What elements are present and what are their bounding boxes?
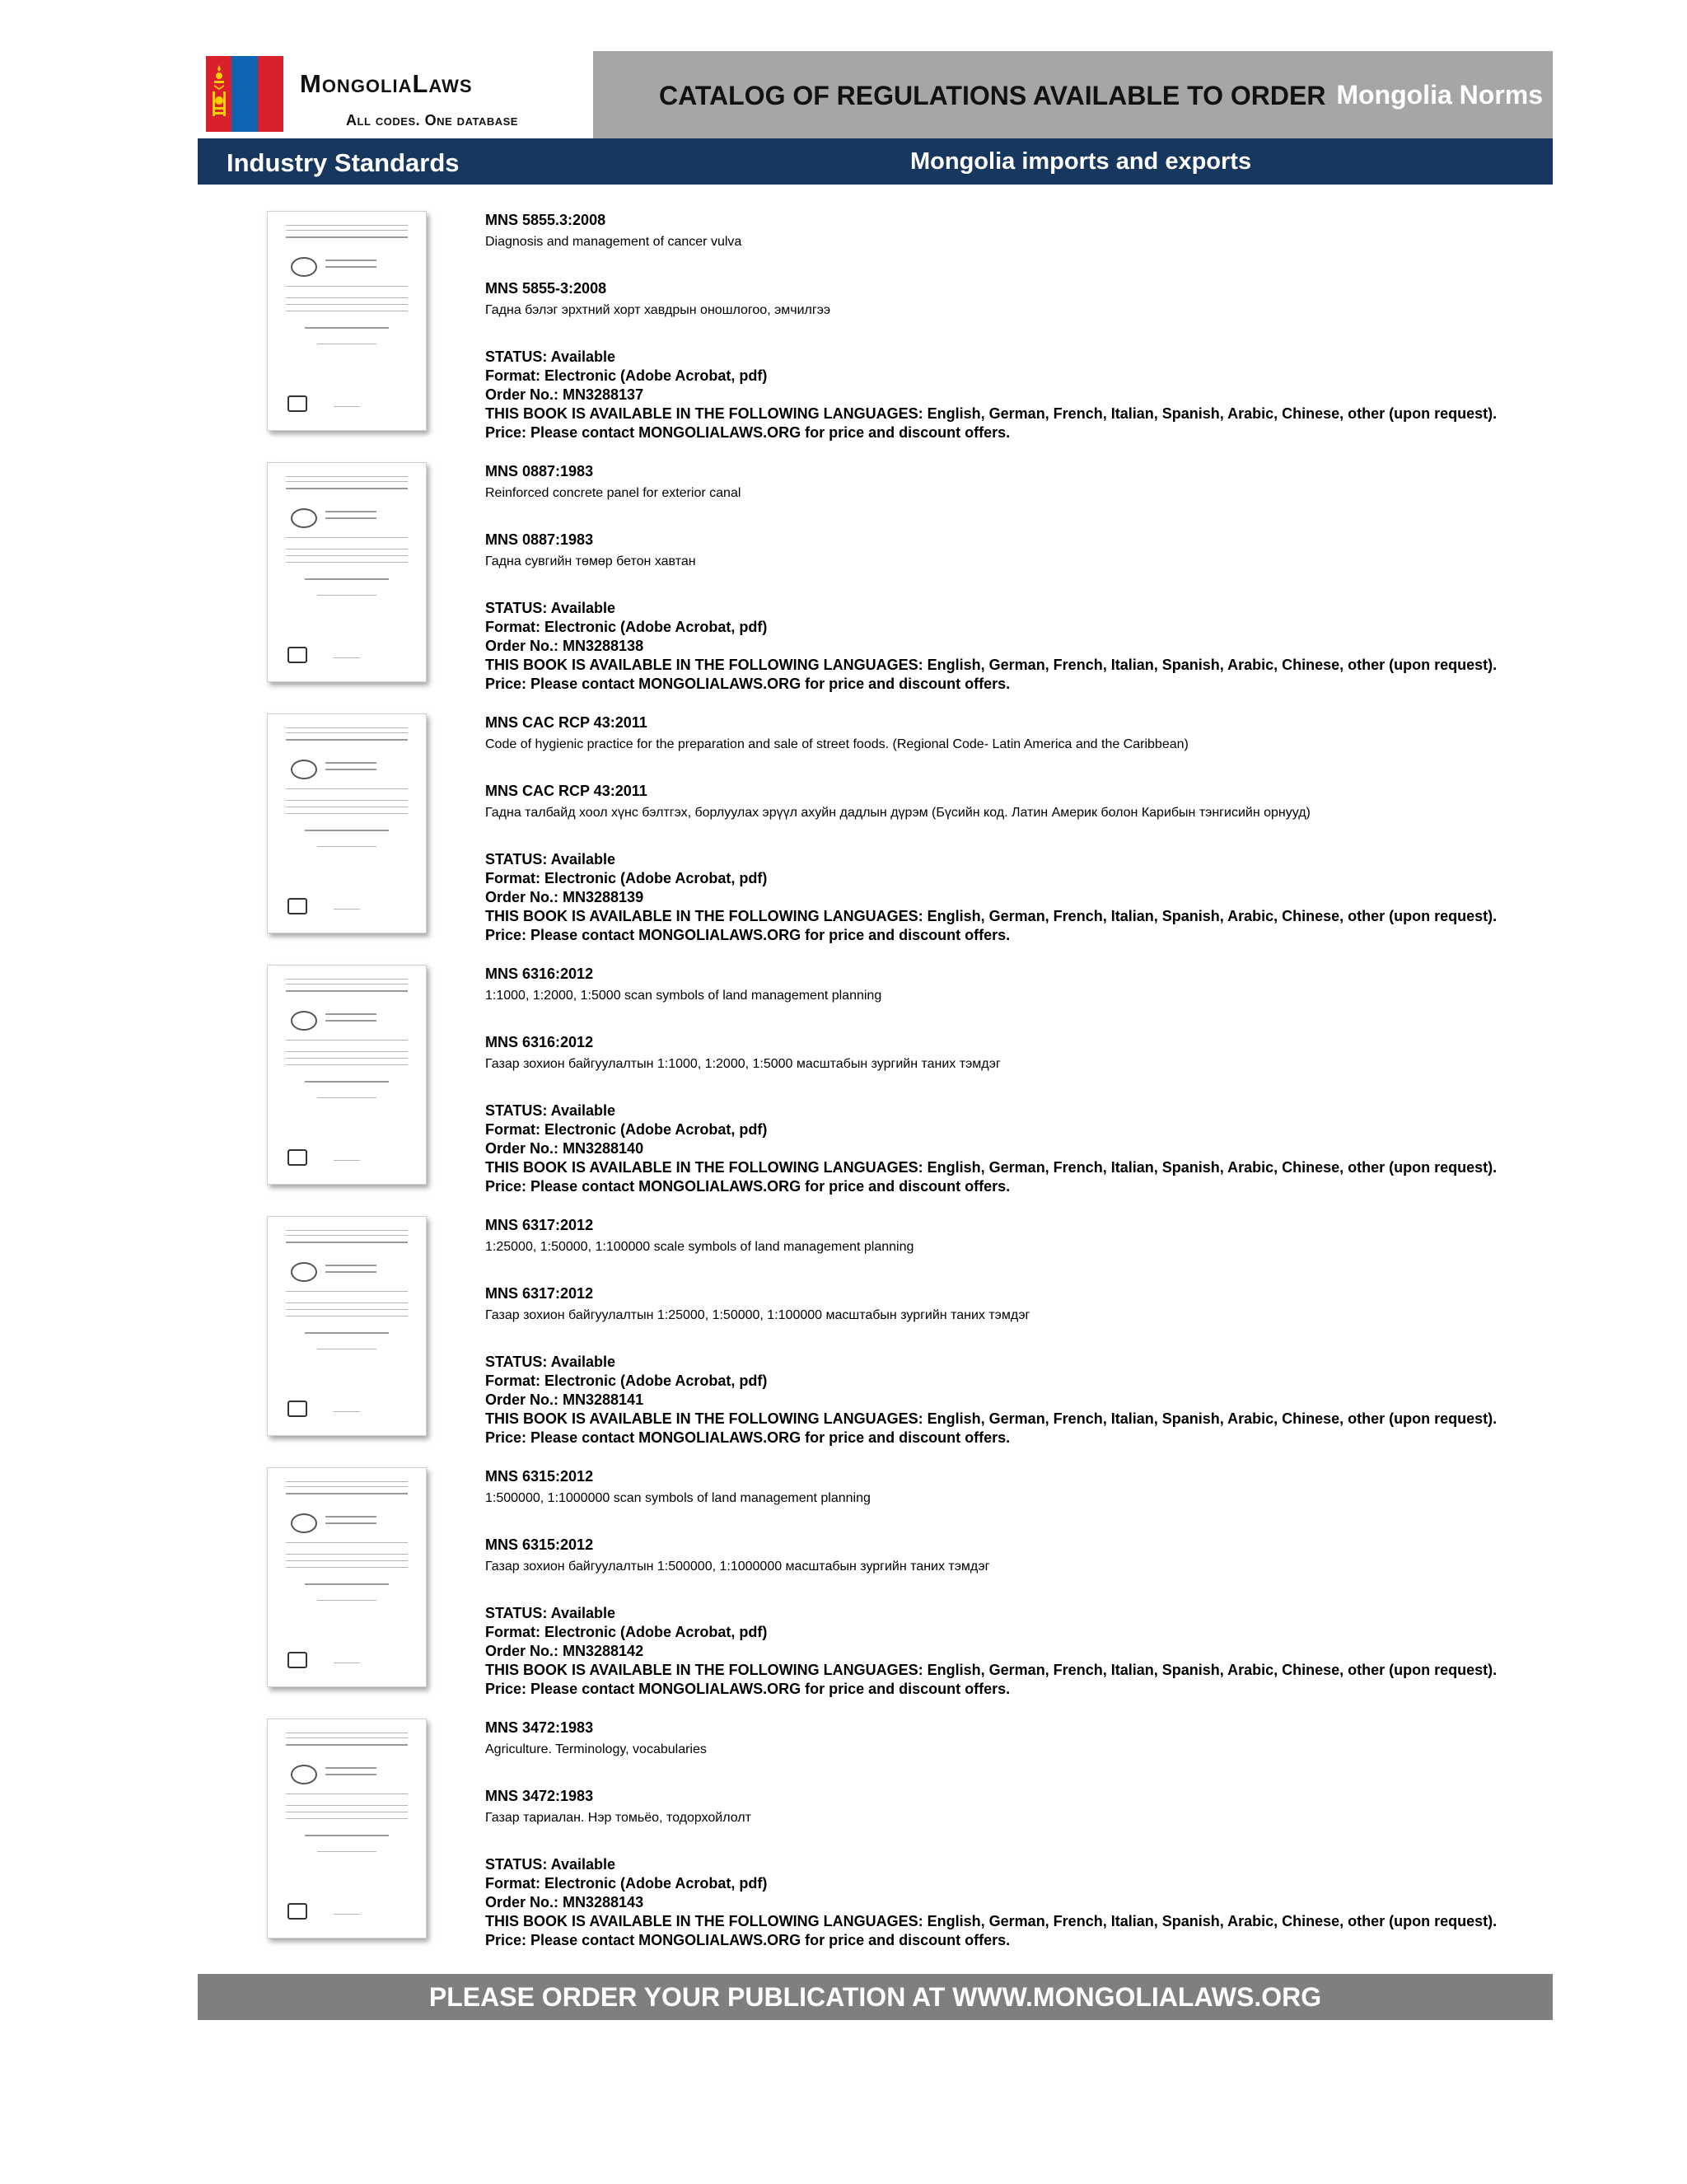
norms-label: Mongolia Norms <box>1336 80 1543 110</box>
item-details <box>485 965 1548 1196</box>
standard-title-mn: Газар зохион байгуулалтын 1:500000, 1:1000000 масштабын зургийн таних тэмдэг <box>485 1560 990 1574</box>
standard-title-mn: Газар зохион байгуулалтын 1:25000, 1:50000, 1:100000 масштабын зургийн таних тэмдэг <box>485 1308 1030 1322</box>
status-text: STATUS: Available <box>485 348 616 365</box>
list-item <box>198 1449 1553 1700</box>
languages-text: THIS BOOK IS AVAILABLE IN THE FOLLOWING LANGUAGES: English, German, French, Italian, Spanish, Arabic, Chinese, other (upon request). <box>485 1913 1498 1929</box>
format-text: Format: Electronic (Adobe Acrobat, pdf) <box>485 1875 768 1892</box>
item-details <box>485 1216 1548 1447</box>
soyombo-icon <box>212 64 227 122</box>
document-cover-thumbnail[interactable] <box>267 1216 427 1436</box>
languages-text: THIS BOOK IS AVAILABLE IN THE FOLLOWING LANGUAGES: English, German, French, Italian, Spanish, Arabic, Chinese, other (upon request). <box>485 1410 1498 1427</box>
title-bar <box>593 51 1553 138</box>
status-text: STATUS: Available <box>485 1102 616 1119</box>
list-item <box>198 444 1553 695</box>
standard-title-mn: Гадна бэлэг эрхтний хорт хавдрын оношлогоо, эмчилгээ <box>485 303 831 317</box>
standard-code-en: MNS 6317:2012 <box>485 1217 594 1233</box>
standard-title-mn: Гадна сувгийн төмөр бетон хавтан <box>485 554 696 568</box>
standard-title-en: 1:25000, 1:50000, 1:100000 scale symbols of land management planning <box>485 1240 914 1254</box>
standard-title-mn: Гадна талбайд хоол хүнс бэлтгэх, борлуулах эрүүл ахуйн дадлын дүрэм (Бүсийн код. Латин Америк болон Карибын тэнгисийн орнууд) <box>485 806 1311 820</box>
status-text: STATUS: Available <box>485 600 616 616</box>
list-item <box>198 193 1553 444</box>
price-text: Price: Please contact MONGOLIALAWS.ORG for price and discount offers. <box>485 1932 1011 1948</box>
list-item <box>198 695 1553 947</box>
standard-code-mn: MNS 6317:2012 <box>485 1285 594 1302</box>
brand-name: MongoliaLaws <box>300 69 473 98</box>
subsection-title: Mongolia imports and exports <box>910 148 1252 175</box>
logo[interactable] <box>198 51 593 138</box>
item-details <box>485 1719 1548 1950</box>
document-cover-thumbnail[interactable] <box>267 1467 427 1687</box>
standard-code-mn: MNS 6315:2012 <box>485 1536 594 1553</box>
order-number: Order No.: MN3288142 <box>485 1643 644 1659</box>
standard-code-mn: MNS CAC RCP 43:2011 <box>485 783 647 799</box>
languages-text: THIS BOOK IS AVAILABLE IN THE FOLLOWING LANGUAGES: English, German, French, Italian, Spanish, Arabic, Chinese, other (upon request). <box>485 405 1498 422</box>
standard-code-en: MNS 3472:1983 <box>485 1719 594 1736</box>
document-cover-thumbnail[interactable] <box>267 713 427 933</box>
item-details <box>485 211 1548 442</box>
standard-title-mn: Газар тариалан. Нэр томьёо, тодорхойлолт <box>485 1811 751 1825</box>
standard-title-en: Code of hygienic practice for the preparation and sale of street foods. (Regional Code- Latin America and the Caribbean) <box>485 737 1189 751</box>
languages-text: THIS BOOK IS AVAILABLE IN THE FOLLOWING LANGUAGES: English, German, French, Italian, Spanish, Arabic, Chinese, other (upon request). <box>485 1662 1498 1678</box>
header <box>198 51 1553 138</box>
standard-title-en: Diagnosis and management of cancer vulva <box>485 235 742 249</box>
status-text: STATUS: Available <box>485 1605 616 1621</box>
catalog-title: CATALOG OF REGULATIONS AVAILABLE TO ORDER <box>659 81 1326 110</box>
order-number: Order No.: MN3288139 <box>485 889 644 905</box>
item-details <box>485 462 1548 694</box>
document-cover-thumbnail[interactable] <box>267 211 427 431</box>
footer-bar <box>198 1974 1553 2020</box>
format-text: Format: Electronic (Adobe Acrobat, pdf) <box>485 367 768 384</box>
item-details <box>485 713 1548 945</box>
brand-tagline: All codes. One database <box>346 112 518 129</box>
standard-code-en: MNS 0887:1983 <box>485 463 594 479</box>
document-cover-thumbnail[interactable] <box>267 965 427 1185</box>
price-text: Price: Please contact MONGOLIALAWS.ORG for price and discount offers. <box>485 1681 1011 1697</box>
order-number: Order No.: MN3288141 <box>485 1391 644 1408</box>
order-number: Order No.: MN3288137 <box>485 386 644 403</box>
standard-code-mn: MNS 0887:1983 <box>485 531 594 548</box>
order-number: Order No.: MN3288138 <box>485 638 644 654</box>
format-text: Format: Electronic (Adobe Acrobat, pdf) <box>485 870 768 886</box>
status-text: STATUS: Available <box>485 1856 616 1873</box>
format-text: Format: Electronic (Adobe Acrobat, pdf) <box>485 1373 768 1389</box>
standard-code-mn: MNS 5855-3:2008 <box>485 280 607 297</box>
standard-code-en: MNS CAC RCP 43:2011 <box>485 714 647 731</box>
list-item <box>198 1198 1553 1449</box>
standard-code-en: MNS 6315:2012 <box>485 1468 594 1485</box>
standard-code-mn: MNS 6316:2012 <box>485 1034 594 1050</box>
price-text: Price: Please contact MONGOLIALAWS.ORG for price and discount offers. <box>485 1429 1011 1446</box>
format-text: Format: Electronic (Adobe Acrobat, pdf) <box>485 1121 768 1138</box>
standard-title-mn: Газар зохион байгуулалтын 1:1000, 1:2000, 1:5000 масштабын зургийн таних тэмдэг <box>485 1057 1001 1071</box>
standard-code-en: MNS 6316:2012 <box>485 966 594 982</box>
standard-code-mn: MNS 3472:1983 <box>485 1788 594 1804</box>
standard-code-en: MNS 5855.3:2008 <box>485 212 606 228</box>
standard-title-en: 1:500000, 1:1000000 scan symbols of land management planning <box>485 1491 871 1505</box>
price-text: Price: Please contact MONGOLIALAWS.ORG for price and discount offers. <box>485 1178 1011 1195</box>
item-list <box>198 193 1553 1952</box>
list-item <box>198 1700 1553 1952</box>
standard-title-en: Reinforced concrete panel for exterior canal <box>485 486 741 500</box>
list-item <box>198 947 1553 1198</box>
format-text: Format: Electronic (Adobe Acrobat, pdf) <box>485 619 768 635</box>
price-text: Price: Please contact MONGOLIALAWS.ORG for price and discount offers. <box>485 424 1011 441</box>
document-cover-thumbnail[interactable] <box>267 1719 427 1938</box>
order-number: Order No.: MN3288143 <box>485 1894 644 1910</box>
mongolia-flag-icon <box>206 56 283 132</box>
price-text: Price: Please contact MONGOLIALAWS.ORG for price and discount offers. <box>485 676 1011 692</box>
languages-text: THIS BOOK IS AVAILABLE IN THE FOLLOWING LANGUAGES: English, German, French, Italian, Spanish, Arabic, Chinese, other (upon request). <box>485 1159 1498 1176</box>
standard-title-en: Agriculture. Terminology, vocabularies <box>485 1742 707 1756</box>
catalog-page <box>198 51 1553 1952</box>
item-details <box>485 1467 1548 1699</box>
languages-text: THIS BOOK IS AVAILABLE IN THE FOLLOWING LANGUAGES: English, German, French, Italian, Spanish, Arabic, Chinese, other (upon request). <box>485 908 1498 924</box>
order-number: Order No.: MN3288140 <box>485 1140 644 1157</box>
status-text: STATUS: Available <box>485 851 616 868</box>
order-link[interactable]: PLEASE ORDER YOUR PUBLICATION AT WWW.MONGOLIALAWS.ORG <box>428 1982 1322 2012</box>
languages-text: THIS BOOK IS AVAILABLE IN THE FOLLOWING LANGUAGES: English, German, French, Italian, Spanish, Arabic, Chinese, other (upon request). <box>485 657 1498 673</box>
section-bar <box>198 138 1553 185</box>
status-text: STATUS: Available <box>485 1354 616 1370</box>
price-text: Price: Please contact MONGOLIALAWS.ORG for price and discount offers. <box>485 927 1011 943</box>
standard-title-en: 1:1000, 1:2000, 1:5000 scan symbols of land management planning <box>485 989 882 1003</box>
section-title: Industry Standards <box>227 148 460 177</box>
format-text: Format: Electronic (Adobe Acrobat, pdf) <box>485 1624 768 1640</box>
document-cover-thumbnail[interactable] <box>267 462 427 682</box>
